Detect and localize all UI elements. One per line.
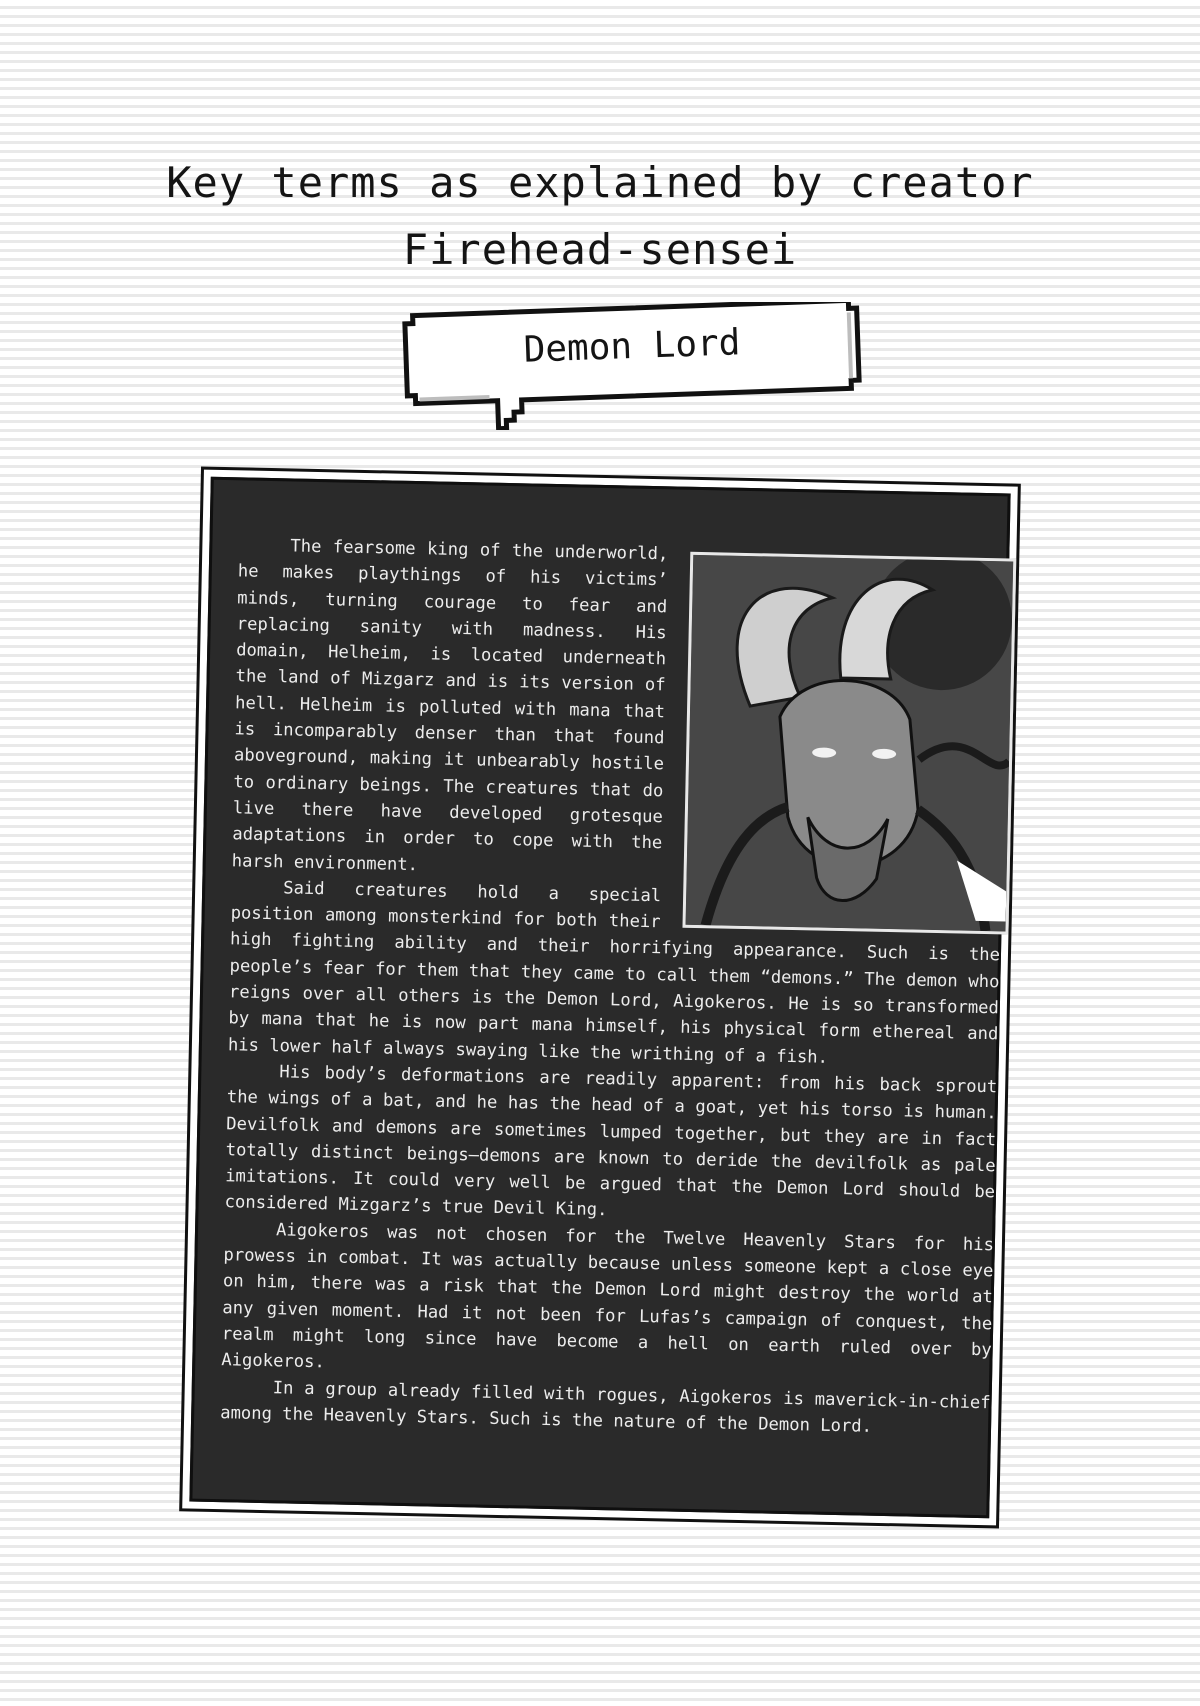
description-paragraph: In a group already filled with rogues, Aigokeros is maverick-in-chief among the Heavenly Stars. Such is the nature of the Demon Lord. — [220, 1377, 991, 1437]
page-title-line-1: Key terms as explained by creator — [166, 158, 1034, 207]
description-paragraph: Said creatures hold a special position among monsterkind for both their high fighting ability and their horrifying appearance. Such is the people’s fear for them that they came to call them “demons.” The demon who reigns over all others is the Demon Lord, Aigokeros. He is so transformed by mana that he is now part mana himself, his physical form ethereal and his lower half always swaying like the writhing of a fish. — [227, 878, 1001, 1068]
description-paragraph: The fearsome king of the underworld, he makes playthings of his victims’ minds, turning courage to fear and replacing sanity with madness. His domain, Helheim, is located underneath the land of Mizgarz and is its version of hell. Helheim is polluted with mana that is incomparably denser than that found aboveground, making it unbearably hostile to ordinary beings. The creatures that do live there have developed grotesque adaptations in order to cope with the harsh environment. — [231, 536, 669, 875]
illustration-spacer — [670, 542, 1008, 937]
term-speech-bubble — [398, 302, 866, 430]
description-panel — [179, 467, 1021, 1529]
description-paragraph: His body’s deformations are readily apparent: from his back sprout the wings of a bat, and he has the head of a goat, yet his torso is human. Devilfolk and demons are sometimes lumped together, but they are in fact totally distinct beings—demons are known to deride the devilfolk as pale imitations. It could very well be argued that the Demon Lord should be considered Mizgarz’s true Devil King. — [224, 1062, 998, 1221]
panel-body — [189, 477, 1010, 1519]
term-label: Demon Lord — [522, 322, 742, 371]
page-title-line-2: Firehead-sensei — [402, 225, 798, 274]
description-text — [220, 532, 1009, 1442]
description-paragraph: Aigokeros was not chosen for the Twelve Heavenly Stars for his prowess in combat. It was actually because unless someone kept a close eye on him, there was a risk that the Demon Lord might destroy the world at any given moment. Had it not been for Lufas’s campaign of conquest, the realm might long since have become a hell on earth ruled over by Aigokeros. — [221, 1219, 995, 1373]
